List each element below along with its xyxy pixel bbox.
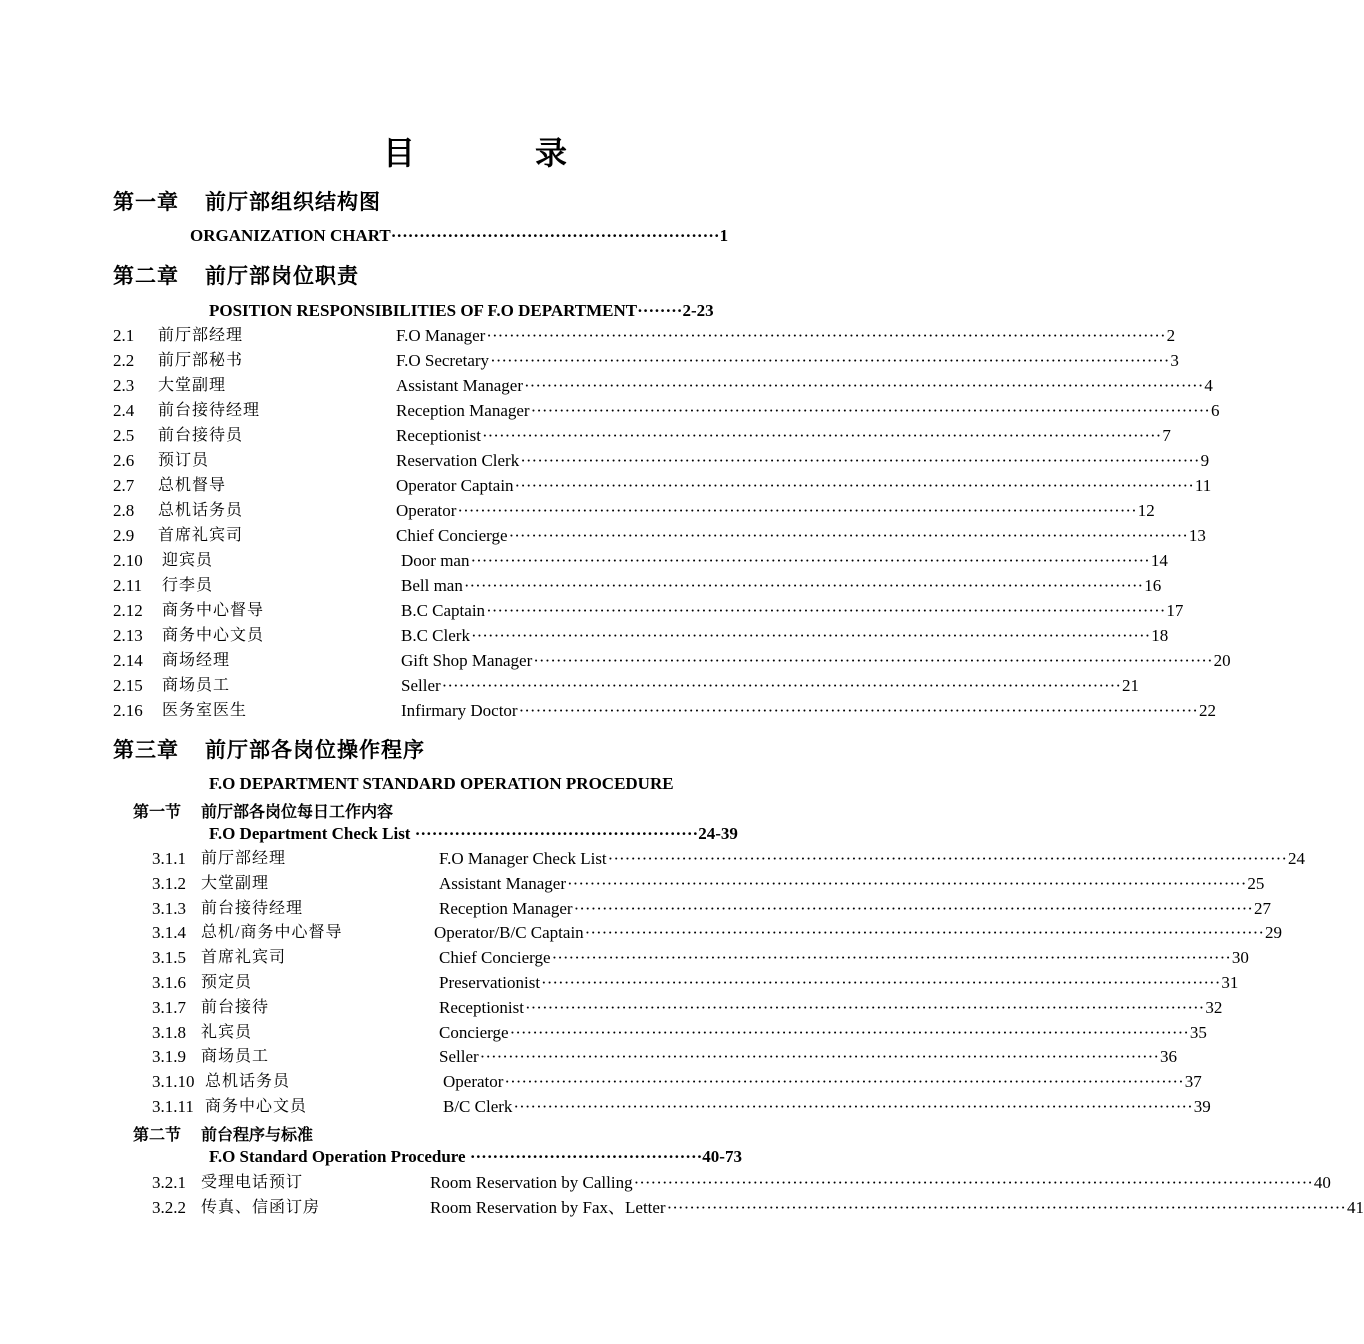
toc-row-english-entry <box>401 625 1169 647</box>
toc-row <box>152 922 1283 944</box>
chapter-3-heading <box>113 734 425 764</box>
section-2-heading <box>133 1122 313 1145</box>
toc-row <box>113 425 1171 447</box>
toc-row-english-entry <box>434 922 1283 944</box>
toc-row-english-entry <box>396 400 1220 422</box>
toc-row <box>152 972 1239 994</box>
toc-row <box>152 1046 1177 1068</box>
toc-row-chinese-title: 前厅部经理 <box>158 327 244 344</box>
leader-dots: ········································· <box>469 1147 703 1166</box>
toc-row-number: 2.7 <box>113 476 135 495</box>
toc-row-chinese-title: 总机督导 <box>158 477 227 494</box>
toc-row-english-title: B/C Clerk <box>443 1097 513 1116</box>
toc-row-page: 25 <box>1247 873 1265 893</box>
toc-row <box>152 873 1265 895</box>
toc-row-english-entry <box>430 1197 1364 1219</box>
leader-dots: ························································································································ <box>486 601 1166 620</box>
toc-row-english-entry <box>396 525 1206 547</box>
toc-row <box>152 1071 1202 1093</box>
toc-row-number: 2.3 <box>113 376 135 395</box>
toc-row-english-title: Gift Shop Manager <box>401 651 533 670</box>
leader-dots: ························································································································ <box>633 1173 1313 1192</box>
toc-row-number: 3.1.7 <box>152 997 186 1017</box>
chapter-1-subtitle: ORGANIZATION CHART <box>190 226 391 245</box>
toc-row-page: 30 <box>1231 948 1249 968</box>
chapter-1-heading <box>113 186 381 216</box>
chapter-3-label: 第三章 <box>113 738 179 762</box>
leader-dots: ························································································································ <box>551 948 1231 968</box>
toc-row-number: 3.1.11 <box>152 1097 194 1116</box>
toc-row-english-title: Reception Manager <box>396 401 530 420</box>
chapter-1-entry <box>190 226 817 246</box>
toc-row-english-entry <box>443 1071 1202 1093</box>
toc-row-chinese-title: 首席礼宾司 <box>201 949 287 967</box>
toc-row-page: 24 <box>1288 849 1306 868</box>
leader-dots: ························································································································ <box>463 576 1144 595</box>
toc-row-page: 37 <box>1184 1072 1202 1092</box>
toc-row <box>113 650 1231 672</box>
leader-dots: ························································································································ <box>470 626 1151 645</box>
chapter-2-title: 前厅部岗位职责 <box>205 264 359 288</box>
toc-row-number: 3.1.9 <box>152 1047 186 1067</box>
toc-row <box>113 625 1169 647</box>
toc-row-english-title: Reception Manager <box>439 898 573 918</box>
toc-row-chinese-title: 行李员 <box>162 577 214 594</box>
leader-dots: ························································································································ <box>584 923 1265 943</box>
toc-row-page: 32 <box>1205 997 1223 1017</box>
leader-dots: ························································································································ <box>470 551 1150 570</box>
toc-row-english-entry <box>396 475 1212 497</box>
toc-row-english-title: Seller <box>439 1047 479 1067</box>
toc-row <box>152 848 1306 870</box>
chapter-1-label: 第一章 <box>113 190 179 214</box>
toc-row <box>152 1172 1331 1194</box>
toc-row <box>152 898 1271 920</box>
toc-row <box>113 375 1213 397</box>
toc-row-chinese-title: 医务室医生 <box>162 702 248 719</box>
toc-row-english-entry <box>401 550 1168 572</box>
toc-row-chinese-title: 商场员工 <box>162 677 231 694</box>
toc-row-page: 41 <box>1346 1198 1364 1217</box>
toc-row-english-entry <box>396 500 1155 522</box>
toc-row-number: 3.1.2 <box>152 873 186 893</box>
toc-row-page: 29 <box>1265 923 1283 943</box>
toc-row-number: 2.4 <box>113 401 135 420</box>
toc-row-page: 11 <box>1194 476 1212 495</box>
toc-row-number: 3.2.2 <box>152 1198 186 1217</box>
toc-row <box>152 947 1249 969</box>
leader-dots: ························································································································ <box>504 1072 1184 1092</box>
toc-row-english-entry <box>396 325 1176 347</box>
leader-dots: ········ <box>637 301 683 320</box>
toc-row-english-entry <box>439 1022 1207 1044</box>
leader-dots: ························································································································ <box>607 849 1288 868</box>
toc-row-page: 16 <box>1144 576 1162 595</box>
toc-row-number: 3.1.3 <box>152 898 186 918</box>
chapter-3-title: 前厅部各岗位操作程序 <box>205 738 425 762</box>
toc-row-chinese-title: 前厅部经理 <box>201 850 287 867</box>
toc-row-english-title: Concierge <box>439 1022 509 1042</box>
toc-row-page: 40 <box>1313 1173 1331 1192</box>
toc-row-english-title: Room Reservation by Fax、Letter <box>430 1198 666 1217</box>
chapter-2-heading <box>113 260 359 290</box>
toc-row-english-title: Chief Concierge <box>396 526 508 545</box>
toc-row-page: 13 <box>1188 526 1206 545</box>
toc-row-page: 36 <box>1160 1047 1177 1067</box>
toc-row-english-entry <box>439 947 1249 969</box>
toc-row-english-title: Door man <box>401 551 470 570</box>
toc-row-number: 2.1 <box>113 326 135 345</box>
toc-row-page: 27 <box>1253 898 1271 918</box>
section-2-pages: 40-73 <box>702 1147 742 1166</box>
leader-dots: ························································································································ <box>479 1047 1159 1067</box>
toc-row-number: 3.1.5 <box>152 948 186 968</box>
toc-row-english-entry <box>396 350 1179 372</box>
toc-row-english-entry <box>401 675 1139 697</box>
toc-row-page: 21 <box>1122 676 1139 695</box>
toc-row-english-title: F.O Manager Check List <box>439 849 607 868</box>
toc-row-english-title: Reservation Clerk <box>396 451 520 470</box>
toc-row-number: 2.12 <box>113 601 143 620</box>
section-1-entry <box>209 824 738 844</box>
chapter-2-label: 第二章 <box>113 264 179 288</box>
toc-row-english-entry <box>401 650 1231 672</box>
leader-dots: ························································································································ <box>533 651 1213 670</box>
toc-row-chinese-title: 商场员工 <box>201 1048 270 1066</box>
toc-row <box>113 350 1179 372</box>
toc-row-chinese-title: 总机/商务中心督导 <box>201 924 343 942</box>
toc-row-number: 3.2.1 <box>152 1173 186 1192</box>
toc-row <box>152 1022 1207 1044</box>
toc-row-number: 3.1.8 <box>152 1022 186 1042</box>
toc-row <box>113 325 1176 347</box>
toc-row-page: 18 <box>1151 626 1169 645</box>
toc-row-number: 2.6 <box>113 451 135 470</box>
toc-row-page: 35 <box>1189 1022 1207 1042</box>
toc-row-number: 2.2 <box>113 351 135 370</box>
toc-row-chinese-title: 传真、信函订房 <box>201 1199 321 1216</box>
toc-row-english-entry <box>443 1096 1211 1118</box>
leader-dots: ························································································································ <box>518 701 1198 720</box>
leader-dots: ························································································································ <box>509 1022 1189 1042</box>
toc-row-number: 2.10 <box>113 551 143 570</box>
toc-row-english-entry <box>430 1172 1331 1194</box>
toc-row-number: 2.5 <box>113 426 135 445</box>
leader-dots: ························································································································ <box>530 401 1210 420</box>
section-1-title: 前厅部各岗位每日工作内容 <box>201 804 394 821</box>
toc-row-chinese-title: 总机话务员 <box>205 1073 291 1091</box>
toc-row <box>113 450 1210 472</box>
toc-row-page: 39 <box>1193 1097 1211 1116</box>
toc-row-english-entry <box>439 1046 1177 1068</box>
section-1-subtitle: F.O Department Check List <box>209 824 411 843</box>
toc-row-english-entry <box>401 600 1184 622</box>
leader-dots: ························································································································ <box>524 376 1204 395</box>
toc-row-english-entry <box>396 425 1171 447</box>
toc-row <box>113 675 1139 697</box>
toc-row-page: 7 <box>1162 426 1171 445</box>
toc-row-chinese-title: 商场经理 <box>162 652 231 669</box>
toc-row-english-title: F.O Secretary <box>396 351 490 370</box>
section-2-title: 前台程序与标准 <box>201 1127 314 1144</box>
toc-row <box>152 1096 1211 1118</box>
leader-dots: ·················································· <box>414 824 699 843</box>
toc-row <box>113 525 1206 547</box>
toc-row-page: 20 <box>1213 651 1231 670</box>
toc-row-chinese-title: 前厅部秘书 <box>158 352 244 369</box>
toc-row-chinese-title: 前台接待经理 <box>158 402 261 419</box>
toc-row-english-title: B.C Captain <box>401 601 486 620</box>
toc-row-english-title: F.O Manager <box>396 326 486 345</box>
leader-dots: ························································································································ <box>524 997 1205 1017</box>
toc-row-page: 17 <box>1166 601 1184 620</box>
toc-row-english-title: Operator/B/C Captain <box>434 923 584 943</box>
toc-row-number: 2.15 <box>113 676 143 695</box>
leader-dots: ························································································································ <box>457 501 1137 520</box>
toc-row-number: 2.8 <box>113 501 135 520</box>
toc-row-number: 3.1.10 <box>152 1072 195 1092</box>
toc-row-english-entry <box>439 997 1223 1019</box>
toc-row-english-title: Operator Captain <box>396 476 514 495</box>
section-1-pages: 24-39 <box>698 824 738 843</box>
toc-row-page: 2 <box>1166 326 1176 345</box>
toc-row-page: 4 <box>1204 376 1213 395</box>
toc-row-chinese-title: 受理电话预订 <box>201 1174 304 1191</box>
toc-row-page: 9 <box>1200 451 1210 470</box>
toc-row <box>152 1197 1364 1219</box>
chapter-1-page: 1 <box>719 226 729 245</box>
toc-row-english-entry <box>439 848 1306 870</box>
toc-row-english-title: Receptionist <box>439 997 524 1017</box>
toc-row-page: 14 <box>1150 551 1168 570</box>
toc-row-english-title: Operator <box>396 501 457 520</box>
toc-row-page: 12 <box>1137 501 1155 520</box>
section-1-label: 第一节 <box>133 804 182 821</box>
toc-row-number: 2.16 <box>113 701 143 720</box>
toc-row-chinese-title: 商务中心文员 <box>205 1098 308 1115</box>
toc-row-number: 2.11 <box>113 576 143 595</box>
toc-row-english-entry <box>439 873 1265 895</box>
toc-row-chinese-title: 首席礼宾司 <box>158 527 244 544</box>
toc-row-english-title: Bell man <box>401 576 463 595</box>
leader-dots: ························································································································ <box>666 1198 1346 1217</box>
toc-row-page: 6 <box>1210 401 1220 420</box>
toc-row-chinese-title: 礼宾员 <box>201 1023 253 1041</box>
toc-row-number: 2.14 <box>113 651 143 670</box>
leader-dots: ························································································································ <box>573 898 1253 918</box>
section-2-subtitle: F.O Standard Operation Procedure <box>209 1147 466 1166</box>
section-2-entry <box>209 1147 742 1167</box>
toc-row-page: 3 <box>1170 351 1179 370</box>
toc-row <box>113 475 1212 497</box>
leader-dots: ························································································································ <box>541 973 1221 992</box>
toc-row-chinese-title: 预订员 <box>158 452 210 469</box>
toc-row-english-entry <box>439 972 1239 994</box>
toc-row-page: 31 <box>1221 973 1239 992</box>
leader-dots: ························································································································ <box>513 1097 1193 1116</box>
chapter-2-subtitle: POSITION RESPONSIBILITIES OF F.O DEPARTMENT <box>209 301 638 320</box>
toc-row <box>113 700 1216 722</box>
chapter-2-pages: 2-23 <box>682 301 714 320</box>
toc-row-number: 2.13 <box>113 626 143 645</box>
toc-row-english-title: Room Reservation by Calling <box>430 1173 633 1192</box>
toc-row-chinese-title: 迎宾员 <box>162 552 214 569</box>
leader-dots: ························································································································ <box>508 526 1188 545</box>
toc-row-english-title: Preservationist <box>439 973 541 992</box>
toc-title: 目 录 <box>382 135 611 171</box>
toc-row-chinese-title: 商务中心文员 <box>162 627 265 644</box>
toc-row-english-title: Chief Concierge <box>439 948 551 968</box>
toc-row-chinese-title: 预定员 <box>201 974 253 991</box>
leader-dots: ························································································································ <box>520 451 1200 470</box>
toc-row-english-entry <box>439 898 1271 920</box>
toc-row-english-title: Assistant Manager <box>396 376 524 395</box>
toc-row-chinese-title: 前台接待员 <box>158 427 244 444</box>
chapter-2-entry <box>209 301 714 321</box>
chapter-1-title: 前厅部组织结构图 <box>205 190 381 214</box>
leader-dots: ························································································································ <box>567 873 1247 893</box>
toc-row-chinese-title: 前台接待 <box>201 998 270 1016</box>
leader-dots: ························································································································ <box>481 426 1162 445</box>
leader-dots: ························································································································ <box>514 476 1194 495</box>
toc-row <box>113 400 1220 422</box>
toc-row <box>152 997 1223 1019</box>
toc-row <box>113 550 1168 572</box>
leader-dots: ························································································································ <box>486 326 1166 345</box>
leader-dots: ························································································································ <box>441 676 1121 695</box>
toc-row-number: 3.1.1 <box>152 849 186 868</box>
section-1-heading <box>133 799 393 822</box>
toc-row-chinese-title: 总机话务员 <box>158 502 244 519</box>
toc-row-english-entry <box>401 575 1162 597</box>
toc-row-english-title: Receptionist <box>396 426 481 445</box>
toc-row-number: 3.1.6 <box>152 973 186 992</box>
toc-row-english-entry <box>396 450 1210 472</box>
toc-row-number: 3.1.4 <box>152 923 186 943</box>
toc-row-number: 2.9 <box>113 526 135 545</box>
toc-row-english-title: Seller <box>401 676 441 695</box>
chapter-3-subtitle: F.O DEPARTMENT STANDARD OPERATION PROCEDURE <box>209 774 674 793</box>
toc-row-english-entry <box>396 375 1213 397</box>
toc-row-english-title: B.C Clerk <box>401 626 470 645</box>
toc-row-english-title: Operator <box>443 1072 504 1092</box>
toc-row <box>113 500 1155 522</box>
toc-row-chinese-title: 前台接待经理 <box>201 899 304 917</box>
toc-row <box>113 575 1162 597</box>
toc-row-chinese-title: 大堂副理 <box>201 874 270 892</box>
leader-dots: ·························································· <box>390 226 720 245</box>
toc-row <box>113 600 1184 622</box>
leader-dots: ························································································································ <box>490 351 1170 370</box>
toc-row-english-entry <box>401 700 1216 722</box>
toc-row-chinese-title: 商务中心督导 <box>162 602 265 619</box>
toc-row-page: 22 <box>1198 701 1216 720</box>
toc-row-chinese-title: 大堂副理 <box>158 377 227 394</box>
toc-row-english-title: Assistant Manager <box>439 873 567 893</box>
toc-row-english-title: Infirmary Doctor <box>401 701 518 720</box>
section-2-label: 第二节 <box>133 1127 182 1144</box>
